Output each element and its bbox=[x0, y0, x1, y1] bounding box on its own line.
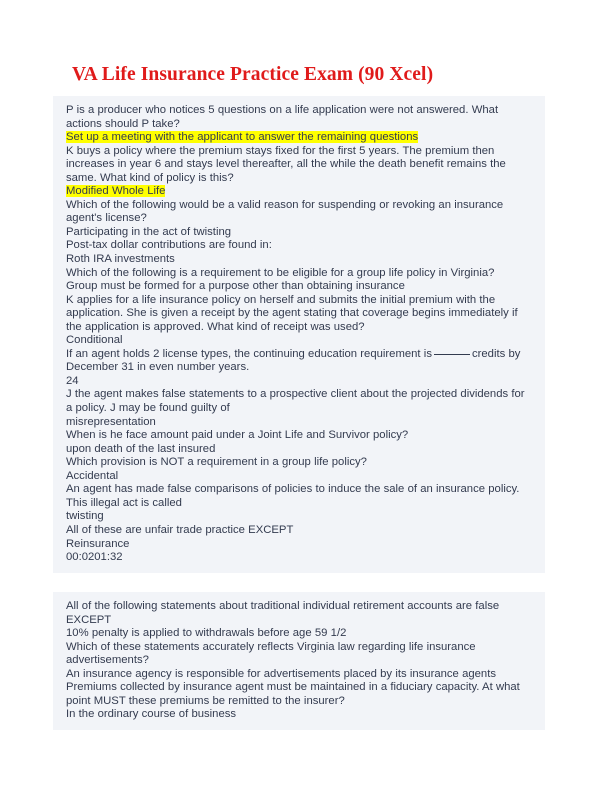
answer-line: Reinsurance bbox=[66, 537, 130, 550]
answer-line: Accidental bbox=[66, 469, 119, 482]
answer-line: 24 bbox=[66, 374, 79, 387]
fill-in-blank bbox=[434, 354, 470, 355]
question-line: P is a producer who notices 5 questions on a life application were not answered. What actions should P take? bbox=[66, 104, 499, 130]
answer-line bbox=[66, 185, 533, 199]
answer-line: An insurance agency is responsible for advertisements placed by its insurance agents bbox=[66, 667, 496, 680]
question-line: An agent has made false comparisons of policies to induce the sale of an insurance policy. This illegal act is called bbox=[66, 483, 520, 509]
answer-line: misrepresentation bbox=[66, 415, 156, 428]
question-line: Which of these statements accurately reflects Virginia law regarding life insurance advertisements? bbox=[66, 640, 476, 667]
question-line: All of the following statements about traditional individual retirement accounts are false EXCEPT bbox=[66, 600, 500, 626]
answer-line: In the ordinary course of business bbox=[66, 708, 237, 721]
question-line: Premiums collected by insurance agent must be maintained in a fiduciary capacity. At what point MUST these premiums be remitted to the insurer? bbox=[66, 681, 520, 707]
question-line: Which of the following is a requirement to be eligible for a group life policy in Virginia? bbox=[66, 266, 495, 279]
answer-line bbox=[66, 131, 533, 145]
answer-line: Participating in the act of twisting bbox=[66, 225, 232, 238]
question-line bbox=[66, 348, 533, 375]
qa-panel-primary bbox=[53, 96, 545, 573]
question-text-before-blank: If an agent holds 2 license types, the continuing education requirement is bbox=[66, 347, 432, 360]
question-line: Which provision is NOT a requirement in a group life policy? bbox=[66, 456, 367, 469]
answer-line: Group must be formed for a purpose other than obtaining insurance bbox=[66, 280, 405, 293]
highlighted-answer: Set up a meeting with the applicant to answer the remaining questions bbox=[66, 131, 419, 144]
answer-line: twisting bbox=[66, 510, 104, 523]
question-line: J the agent makes false statements to a prospective client about the projected dividends for a policy. J may be found guilty of bbox=[66, 388, 525, 415]
answer-line: upon death of the last insured bbox=[66, 442, 216, 455]
question-text-after-blank: credits by December 31 in even number years. bbox=[66, 347, 521, 374]
question-line: K buys a policy where the premium stays fixed for the first 5 years. The premium then increases in year 6 and stays level thereafter, all the while the death benefit remains the same. What kind of policy is this? bbox=[66, 144, 506, 184]
answer-line: 10% penalty is applied to withdrawals before age 59 1/2 bbox=[66, 627, 347, 640]
question-line: When is he face amount paid under a Joint Life and Survivor policy? bbox=[66, 429, 409, 442]
exam-timer: 00:0201:32 bbox=[66, 551, 123, 564]
question-line: Which of the following would be a valid reason for suspending or revoking an insurance agent's license? bbox=[66, 198, 504, 225]
answer-line: Roth IRA investments bbox=[66, 253, 175, 266]
highlighted-answer: Modified Whole Life bbox=[66, 185, 166, 198]
page-title: VA Life Insurance Practice Exam (90 Xcel) bbox=[72, 64, 434, 85]
question-line: Post-tax dollar contributions are found in: bbox=[66, 239, 272, 252]
qa-panel-secondary bbox=[53, 592, 545, 730]
question-line: K applies for a life insurance policy on herself and submits the initial premium with the application. She is given a receipt by the agent stating that coverage begins immediately if the application is approved. What kind of receipt was used? bbox=[66, 293, 518, 333]
question-line: All of these are unfair trade practice EXCEPT bbox=[66, 523, 294, 536]
answer-line: Conditional bbox=[66, 334, 123, 347]
